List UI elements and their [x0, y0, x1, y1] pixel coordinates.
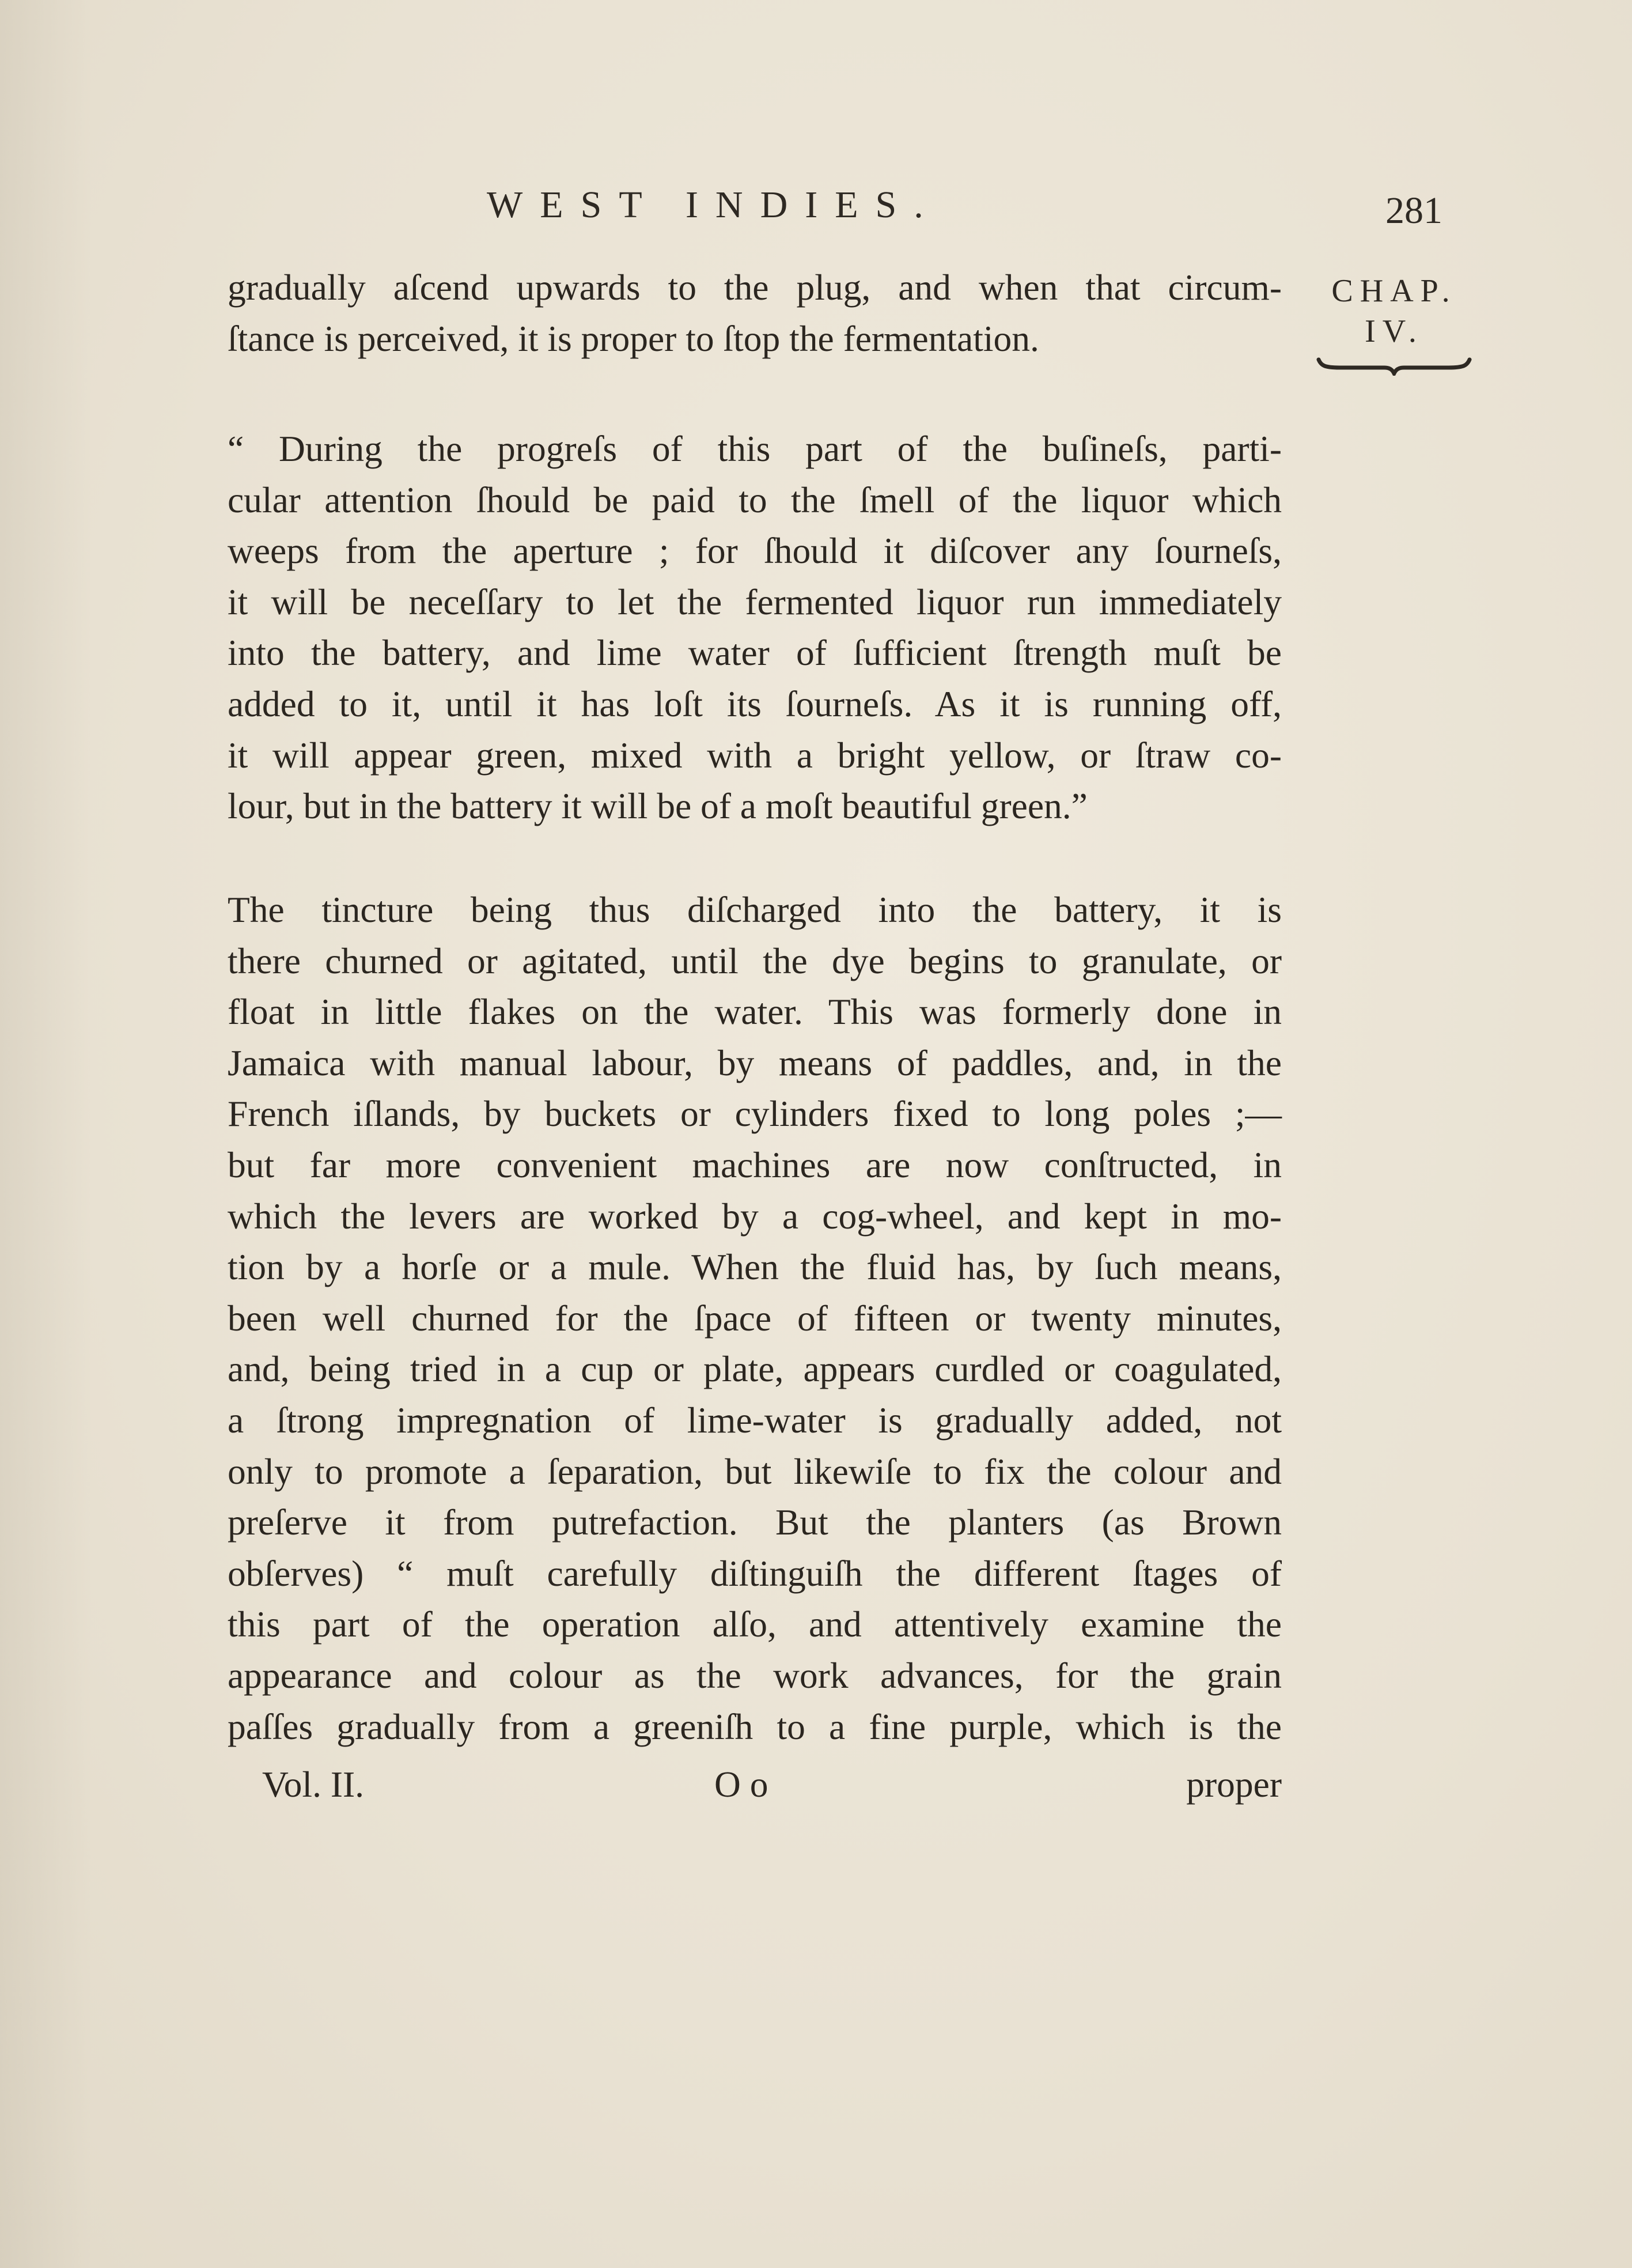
text-line: it will appear green, mixed with a bright yellow, or ſtraw co- — [228, 734, 1282, 776]
paragraph-2 — [228, 424, 1282, 832]
page-number: 281 — [1385, 190, 1442, 232]
text-line: which the levers are worked by a cog-wheel, and kept in mo- — [228, 1195, 1282, 1237]
text-line: The tincture being thus diſcharged into the battery, it is — [228, 889, 1282, 930]
text-line: tion by a horſe or a mule. When the fluid has, by ſuch means, — [228, 1246, 1282, 1288]
text-line: but far more convenient machines are now conſtructed, in — [228, 1144, 1282, 1185]
text-line: there churned or agitated, until the dye begins to granulate, or — [228, 940, 1282, 981]
paragraph-3 — [228, 884, 1282, 1752]
text-line: French iſlands, by buckets or cylinders fixed to long poles ;— — [228, 1093, 1282, 1135]
text-line: obſerves) “ muſt carefully diſtinguiſh the different ſtages of — [228, 1552, 1282, 1594]
text-line: float in little flakes on the water. This was formerly done in — [228, 991, 1282, 1033]
catchword: proper — [1186, 1764, 1282, 1805]
text-line: lour, but in the battery it will be of a moſt beautiful green.” — [228, 785, 1088, 827]
text-line: a ſtrong impregnation of lime-water is gradually added, not — [228, 1399, 1282, 1441]
chapter-number: IV. — [1365, 313, 1423, 349]
gathering-mark: O o — [714, 1764, 768, 1805]
text-line: appearance and colour as the work advances, for the grain — [228, 1654, 1282, 1696]
running-head-title: WEST INDIES. — [487, 184, 941, 226]
text-line: only to promote a ſeparation, but likewiſe to fix the colour and — [228, 1450, 1282, 1492]
text-line: into the battery, and lime water of ſufficient ſtrength muſt be — [228, 632, 1282, 674]
page-gutter-shadow — [0, 0, 92, 2268]
text-line: cular attention ſhould be paid to the ſmell of the liquor which — [228, 479, 1282, 520]
text-line: this part of the operation alſo, and attentively examine the — [228, 1604, 1282, 1645]
page-footer — [262, 1763, 1282, 1815]
text-line: and, being tried in a cup or plate, appears curdled or coagulated, — [228, 1348, 1282, 1390]
chapter-margin-note — [1308, 271, 1480, 376]
text-line: added to it, until it has loſt its ſourneſs. As it is running off, — [228, 683, 1282, 724]
text-line: weeps from the aperture ; for ſhould it diſcover any ſourneſs, — [228, 530, 1282, 572]
text-line: it will be neceſſary to let the fermented liquor run immediately — [228, 581, 1282, 622]
text-line: ſtance is perceived, it is proper to ſtop the fermentation. — [228, 317, 1039, 359]
volume-signature: Vol. II. — [262, 1764, 364, 1805]
text-line: been well churned for the ſpace of fifteen or twenty minutes, — [228, 1297, 1282, 1339]
brace-icon — [1316, 356, 1472, 376]
text-line: preſerve it from putrefaction. But the planters (as Brown — [228, 1502, 1282, 1543]
text-line: “ During the progreſs of this part of the buſineſs, parti- — [228, 428, 1282, 469]
text-line: Jamaica with manual labour, by means of paddles, and, in the — [228, 1042, 1282, 1083]
text-line: gradually aſcend upwards to the plug, and when that circum- — [228, 267, 1282, 308]
text-line: paſſes gradually from a greeniſh to a fine purple, which is the — [228, 1706, 1282, 1747]
chapter-label: CHAP. — [1331, 273, 1457, 309]
paragraph-1 — [228, 262, 1282, 364]
